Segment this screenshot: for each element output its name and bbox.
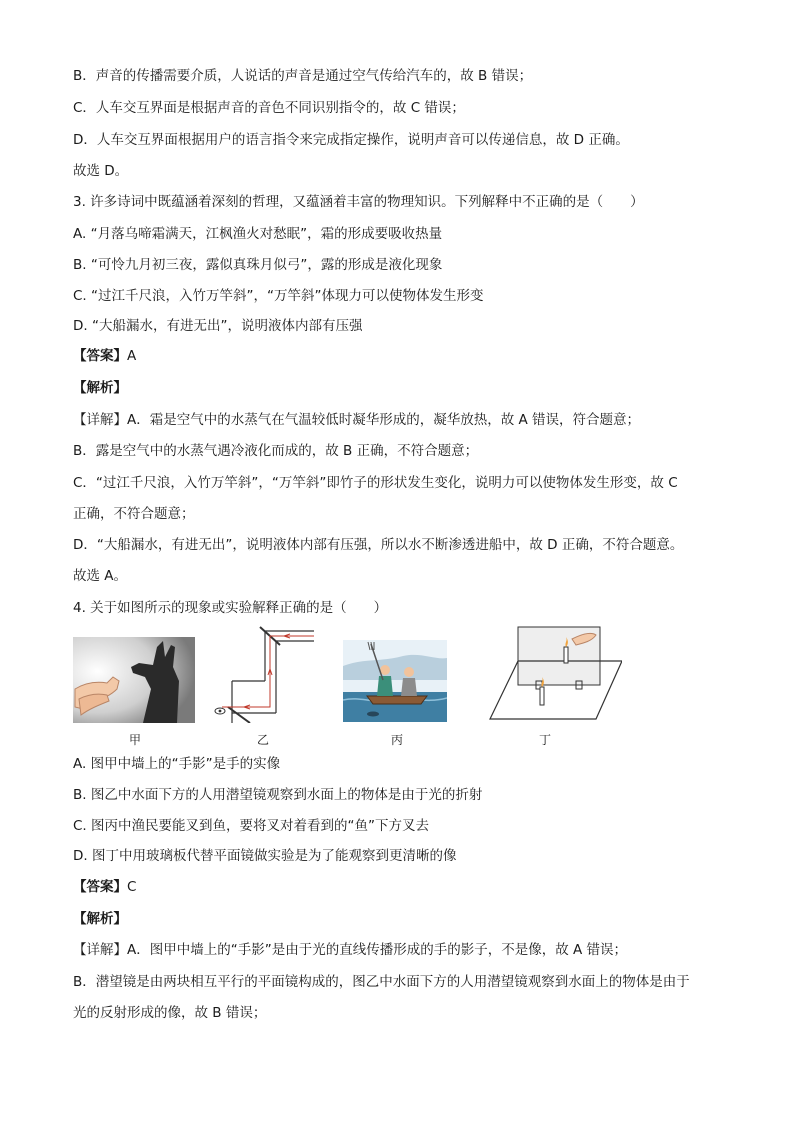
q3-option-d: D. “大船漏水，有进无出”，说明液体内部有压强 (73, 318, 363, 334)
q4-stem: 4. 关于如图所示的现象或实验解释正确的是（ ） (73, 600, 388, 616)
q4-option-c: C. 图丙中渔民要能叉到鱼，要将叉对着看到的“鱼”下方叉去 (73, 818, 429, 834)
q4-figures (0, 625, 794, 750)
q4-detail-line: 【详解】A．图甲中墙上的“手影”是由于光的直线传播形成的手的影子，不是像，故 A 错误； (73, 942, 628, 958)
q3-option-c: C. “过江千尺浪，入竹万竿斜”，“万竿斜”体现力可以使物体发生形变 (73, 288, 484, 304)
q3-stem: 3. 许多诗词中既蕴涵着深刻的哲理，又蕴涵着丰富的物理知识。下列解释中不正确的是（ ） (73, 194, 644, 210)
q3-conclusion: 故选 A。 (73, 568, 128, 584)
hand-shadow-figure (73, 637, 195, 723)
prev-conclusion: 故选 D。 (73, 163, 129, 179)
q3-answer (73, 346, 136, 366)
answer-label: 【答案】 (73, 879, 127, 895)
q4-option-d: D. 图丁中用玻璃板代替平面镜做实验是为了能观察到更清晰的像 (73, 848, 457, 864)
q4-detail-line: B．潜望镜是由两块相互平行的平面镜构成的，图乙中水面下方的人用潜望镜观察到水面上的物体是由于 (73, 974, 690, 990)
q4-option-a: A. 图甲中墙上的“手影”是手的实像 (73, 756, 281, 772)
q3-detail-line: 正确，不符合题意； (73, 506, 195, 522)
fisherman-figure (343, 640, 447, 722)
q4-option-b: B. 图乙中水面下方的人用潜望镜观察到水面上的物体是由于光的折射 (73, 787, 483, 803)
q3-analysis-label: 【解析】 (73, 380, 127, 396)
q3-detail-line: 【详解】A．霜是空气中的水蒸气在气温较低时凝华形成的，凝华放热，故 A 错误，符合题意； (73, 412, 641, 428)
answer-value: C (127, 879, 137, 895)
q3-option-b: B. “可怜九月初三夜，露似真珠月似弓”，露的形成是液化现象 (73, 257, 443, 273)
figure-caption: 丙 (390, 733, 403, 747)
q3-detail-line: C．“过江千尺浪，入竹万竿斜”，“万竿斜”即竹子的形状发生变化，说明力可以使物体发生形变，故 C (73, 475, 678, 491)
prev-option-b-explanation: B．声音的传播需要介质，人说话的声音是通过空气传给汽车的，故 B 错误； (73, 68, 533, 84)
q3-detail-line: B．露是空气中的水蒸气遇冷液化而成的，故 B 正确，不符合题意； (73, 443, 479, 459)
glass-plate-experiment-figure (488, 625, 622, 723)
q3-option-a: A. “月落乌啼霜满天，江枫渔火对愁眠”，霜的形成要吸收热量 (73, 226, 443, 242)
answer-label: 【答案】 (73, 348, 127, 364)
figure-caption: 丁 (538, 733, 551, 747)
q4-answer (73, 877, 136, 897)
q3-detail-line: D．“大船漏水，有进无出”，说明液体内部有压强，所以水不断渗透进船中，故 D 正确，不符合题意。 (73, 537, 684, 553)
prev-option-d-explanation: D．人车交互界面根据用户的语言指令来完成指定操作，说明声音可以传递信息，故 D 正确。 (73, 132, 629, 148)
q4-detail-line: 光的反射形成的像，故 B 错误； (73, 1005, 267, 1021)
q4-analysis-label: 【解析】 (73, 911, 127, 927)
answer-value: A (127, 348, 137, 364)
figure-caption: 乙 (256, 733, 269, 747)
figure-caption: 甲 (128, 733, 141, 747)
periscope-figure (210, 625, 322, 723)
prev-option-c-explanation: C．人车交互界面是根据声音的音色不同识别指令的，故 C 错误； (73, 100, 465, 116)
